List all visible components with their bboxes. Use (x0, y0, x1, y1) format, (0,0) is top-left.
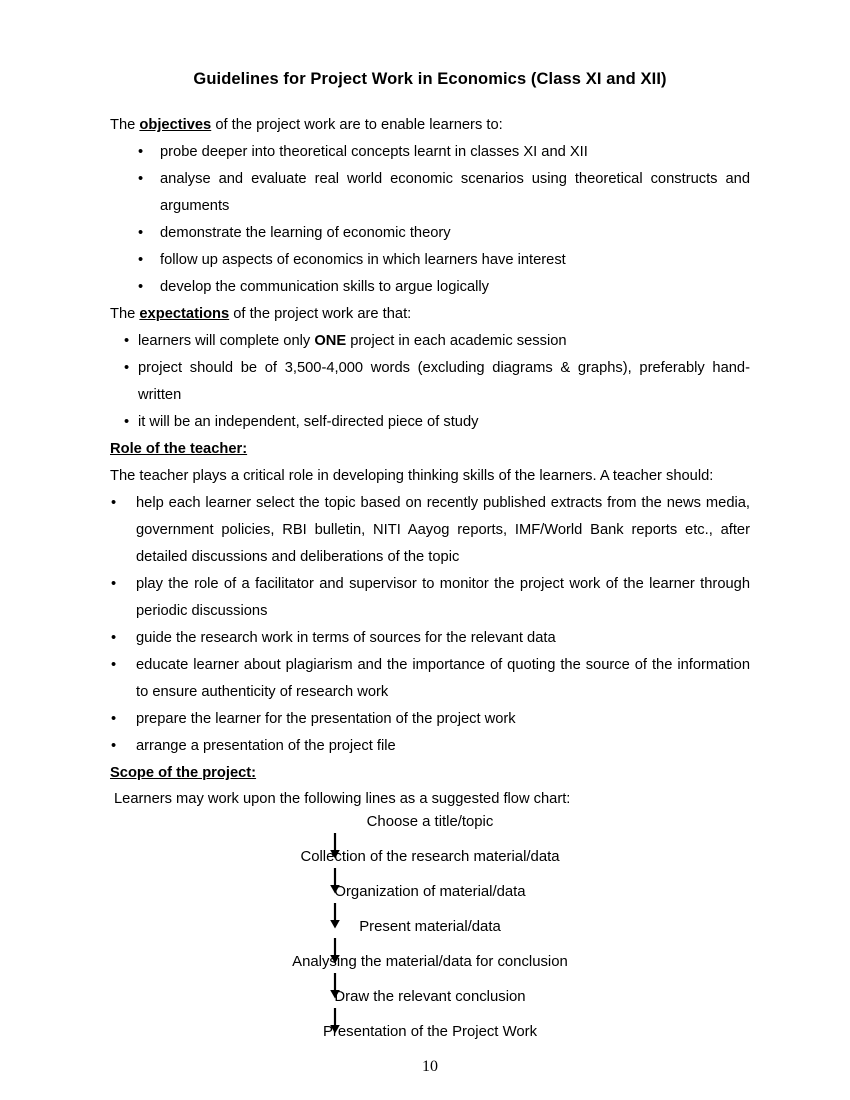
flow-step (110, 951, 750, 986)
flow-step (110, 986, 750, 1021)
list-item (110, 706, 750, 733)
bullet-glyph-icon: • (111, 710, 117, 727)
flow-step-label: Choose a title/topic (366, 813, 494, 830)
list-item (110, 733, 750, 760)
bullet-glyph-icon: • (124, 359, 130, 376)
flow-step-label: Presentation of the Project Work (322, 1023, 538, 1040)
flow-step-label: Draw the relevant conclusion (334, 988, 526, 1005)
flow-step-label: Collection of the research material/data (300, 848, 560, 865)
expectations-item1-emphasis: ONE (314, 332, 347, 349)
objectives-list (110, 139, 750, 301)
list-item-label: help each learner select the topic based on recently published extracts from the news media, government policies, RBI bulletin, NITI Aayog reports, IMF/World Bank reports etc., after detailed discussions and deliberations of the topic (136, 494, 750, 565)
list-item (110, 571, 750, 625)
objectives-intro-suffix: of the project work are to enable learners to: (211, 116, 503, 133)
expectations-intro-prefix: The (110, 305, 140, 322)
bullet-glyph-icon: • (138, 224, 144, 241)
list-item-label: analyse and evaluate real world economic scenarios using theoretical constructs and arguments (160, 170, 750, 214)
project-flow-chart (110, 811, 750, 1056)
list-item (110, 139, 750, 166)
bullet-glyph-icon: • (138, 251, 144, 268)
list-item-label: arrange a presentation of the project file (136, 737, 396, 754)
document-content (110, 70, 750, 1077)
list-item (110, 625, 750, 652)
scope-intro: Learners may work upon the following lines as a suggested flow chart: (114, 790, 571, 807)
flow-step-label: Organization of material/data (334, 883, 526, 900)
expectations-list (110, 328, 750, 436)
flow-step-label: Analysing the material/data for conclusion (292, 953, 568, 970)
scope-section-heading: Scope of the project: (110, 764, 257, 781)
list-item (110, 409, 750, 436)
bullet-glyph-icon: • (124, 413, 130, 430)
list-item (110, 490, 750, 571)
bullet-glyph-icon: • (138, 170, 144, 187)
list-item-label: educate learner about plagiarism and the importance of quoting the source of the information to ensure authenticity of research work (136, 656, 750, 700)
flow-step (110, 881, 750, 916)
bullet-glyph-icon: • (124, 332, 130, 349)
list-item (110, 220, 750, 247)
list-item-label: demonstrate the learning of economic theory (160, 224, 451, 241)
list-item-label: follow up aspects of economics in which learners have interest (160, 251, 566, 268)
page-number: 10 (422, 1057, 438, 1075)
bullet-glyph-icon: • (111, 737, 117, 754)
list-item-label: develop the communication skills to argue logically (160, 278, 490, 295)
list-item (110, 355, 750, 409)
flow-step (110, 846, 750, 881)
list-item-label: project should be of 3,500-4,000 words (excluding diagrams & graphs), preferably hand-written (138, 359, 750, 403)
list-item-label: play the role of a facilitator and supervisor to monitor the project work of the learner through periodic discussions (136, 575, 750, 619)
objectives-intro (110, 112, 750, 139)
bullet-glyph-icon: • (111, 575, 117, 592)
teacher-intro: The teacher plays a critical role in developing thinking skills of the learners. A teacher should: (110, 467, 714, 484)
bullet-glyph-icon: • (138, 143, 144, 160)
list-item (110, 247, 750, 274)
bullet-glyph-icon: • (111, 629, 117, 646)
list-item (110, 652, 750, 706)
list-item (110, 274, 750, 301)
flow-step-label: Present material/data (359, 918, 501, 935)
expectations-keyword: expectations (139, 305, 230, 322)
objectives-intro-prefix: The (110, 116, 140, 133)
flow-step (110, 811, 750, 846)
list-item (110, 328, 750, 355)
teacher-list (110, 490, 750, 760)
expectations-intro (110, 301, 750, 328)
teacher-section-heading: Role of the teacher: (110, 440, 248, 457)
list-item (110, 166, 750, 220)
expectations-intro-suffix: of the project work are that: (229, 305, 412, 322)
list-item-label: probe deeper into theoretical concepts learnt in classes XI and XII (160, 143, 588, 160)
list-item-label (138, 328, 750, 355)
flow-step (110, 916, 750, 951)
page-title: Guidelines for Project Work in Economics (Class XI and XII) (193, 70, 667, 88)
objectives-keyword: objectives (139, 116, 212, 133)
bullet-glyph-icon: • (111, 494, 117, 511)
list-item-label: it will be an independent, self-directed piece of study (138, 413, 479, 430)
expectations-item1-prefix: learners will complete only (138, 332, 315, 349)
bullet-glyph-icon: • (111, 656, 117, 673)
expectations-item1-suffix: project in each academic session (346, 332, 567, 349)
list-item-label: prepare the learner for the presentation of the project work (136, 710, 516, 727)
flow-step (110, 1021, 750, 1056)
list-item-label: guide the research work in terms of sources for the relevant data (136, 629, 556, 646)
bullet-glyph-icon: • (138, 278, 144, 295)
